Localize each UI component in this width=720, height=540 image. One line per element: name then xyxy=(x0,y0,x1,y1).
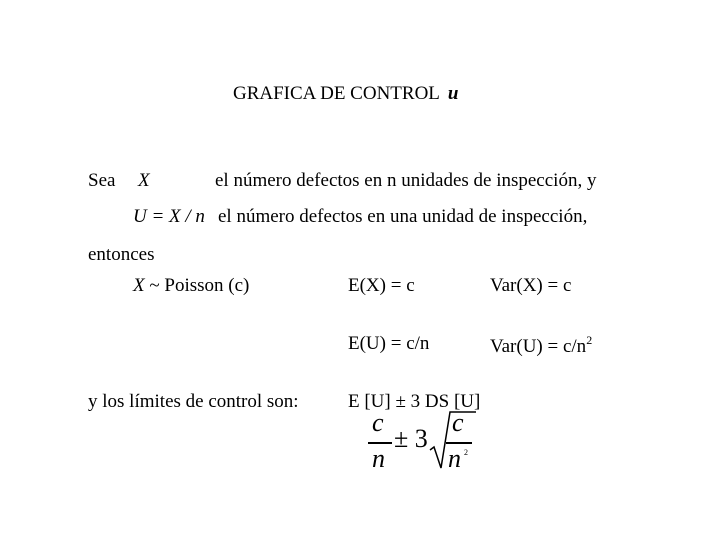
expectation-x: E(X) = c xyxy=(348,275,415,296)
variance-x: Var(X) = c xyxy=(490,275,572,296)
fraction-denominator: n xyxy=(372,444,385,473)
title-variable: u xyxy=(447,83,459,104)
entonces-text: entonces xyxy=(88,244,155,265)
control-limits-formula xyxy=(368,410,478,472)
poisson-rest: ~ Poisson (c) xyxy=(144,275,250,296)
variance-u-exponent: 2 xyxy=(586,333,593,347)
radical-denominator: n xyxy=(448,444,461,473)
radical-numerator: c xyxy=(452,408,464,437)
x-definition: el número defectos en n unidades de inspección, y xyxy=(215,170,597,191)
poisson-distribution xyxy=(133,275,249,297)
limits-expression: E [U] ± 3 DS [U] xyxy=(348,391,481,412)
radical-exponent: 2 xyxy=(464,448,468,457)
plus-minus-three: ± 3 xyxy=(394,424,428,453)
u-definition: U = X / n xyxy=(133,206,205,227)
u-description: el número defectos en una unidad de inspección, xyxy=(218,206,588,227)
sea-label: Sea xyxy=(88,170,116,191)
fraction-numerator: c xyxy=(372,408,384,437)
title-text: GRAFICA DE CONTROL xyxy=(233,83,440,104)
expectation-u: E(U) = c/n xyxy=(348,333,430,354)
variance-u xyxy=(490,333,592,358)
poisson-x: X xyxy=(133,275,145,296)
variance-u-text: Var(U) = c/n xyxy=(490,336,587,357)
x-variable: X xyxy=(138,170,150,191)
limits-label: y los límites de control son: xyxy=(88,391,299,412)
page-title xyxy=(233,83,458,105)
